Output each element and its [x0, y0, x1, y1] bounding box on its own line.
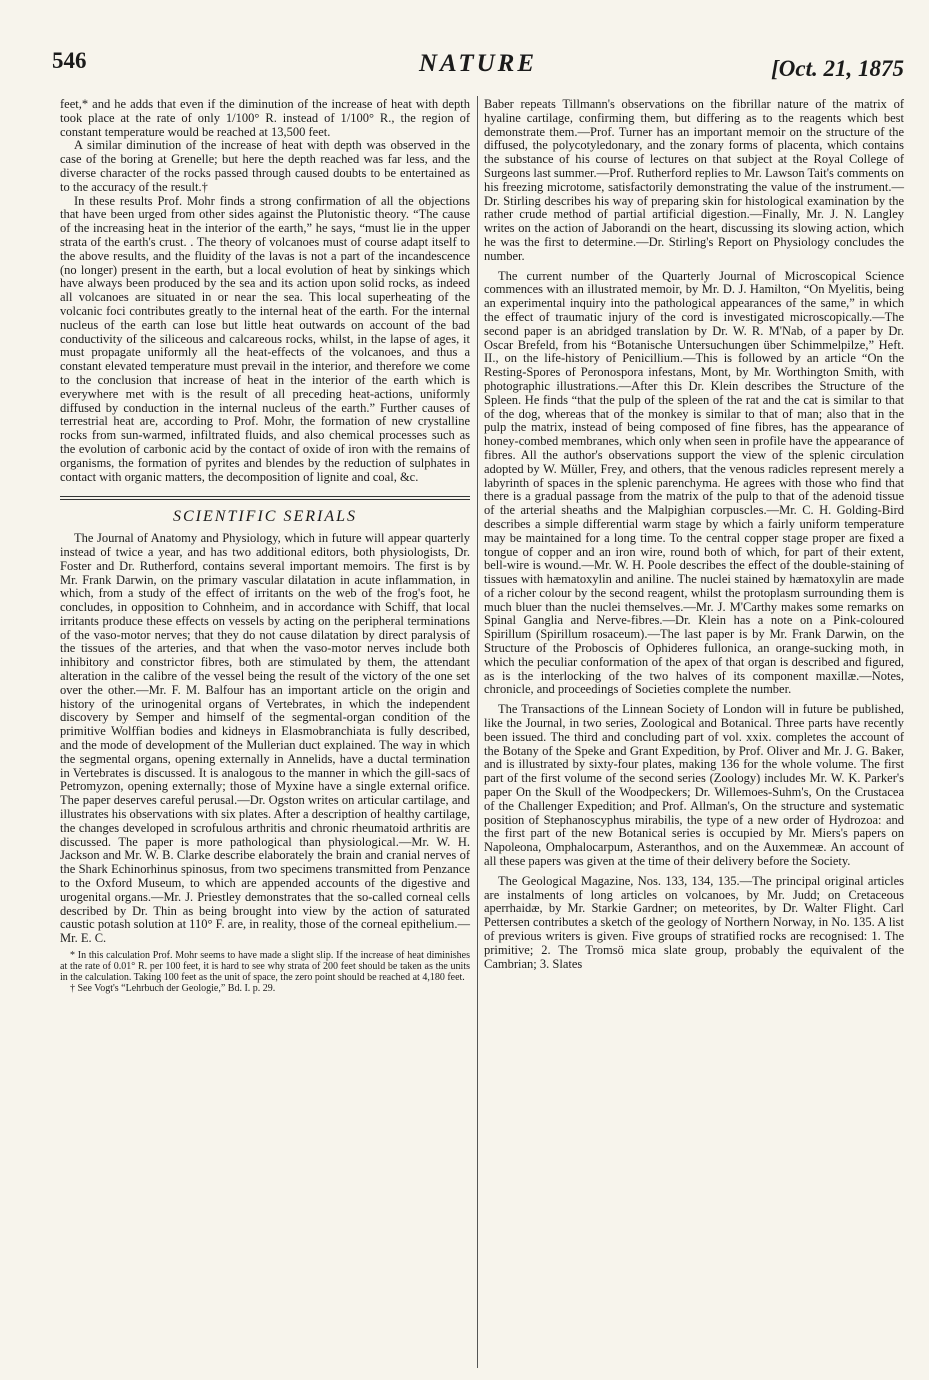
left-column	[60, 98, 470, 994]
paragraph: feet,* and he adds that even if the diminution of the increase of heat with depth took place at the rate of only 1/100° R. instead of 1/100° R., the region of constant temperature would be reached at 13,500 feet.	[60, 97, 470, 139]
paragraph: The current number of the Quarterly Journal of Microscopical Science commences with an illustrated memoir, by Mr. D. J. Hamilton, “On Myelitis, being an experimental inquiry into the pathological appearances of the same,” in which the effect of traumatic injury of the cord is investigated microscopically.—The second paper is an abridged translation by Dr. W. R. M'Nab, of a paper by Dr. Oscar Brefeld, from his “Botanische Untersuchungen über Schimmelpilze,” Heft. II., on the life-history of Penicillium.—This is followed by an article “On the Resting-Spores of Peronospora infestans, Mont, by Mr. Worthington Smith, with photographic illustrations.—After this Dr. Klein describes the Structure of the Spleen. He finds “that the pulp of the spleen of the rat and the cat is similar to that of the dog, whereas that of the monkey is similar to that of man; also that in the pulp the matrix, instead of being composed of fine fibres, has the appearance of honey-combed membranes, which only when seen in profile have the appearance of fibres. All the author's observations support the view of the splenic circulation adopted by W. Müller, Frey, and others, that the venous radicles represent merely a labyrinth of spaces in the splenic parenchyma. He agrees with those who find that there is a gradual passage from the matrix of the pulp to that of the adenoid tissue of the arterial sheaths and the Malpighian corpuscles.—Mr. C. H. Golding-Bird describes a simple differential warm stage by which a fairly uniform temperature may be maintained for a long time. To the central copper stage proper are fixed a tongue of copper and an iron wire, round both of which, for part of their extent, bell-wire is wound.—Mr. W. H. Poole describes the effect of the double-staining of tissues with hæmatoxylin and aniline. The nuclei stained by hæmatoxylin are made of a richer colour by the second reagent, whilst the protoplasm surrounding them is much bluer than the nuclei themselves.—Mr. J. M'Carthy makes some remarks on Spinal Ganglia and Nerve-fibres.—Dr. Klein has a note on a Pink-coloured Spirillum (Spirillum rosaceum).—The last paper is by Mr. Frank Darwin, on the Structure of the Proboscis of Ophideres fullonica, an orange-sucking moth, in which the peculiar conformation of the apex of that organ is described and figured, as is the interlocking of the two halves of its component maxillæ.—Notes, chronicle, and proceedings of Societies complete the number.	[484, 268, 904, 697]
footnote: * In this calculation Prof. Mohr seems to have made a slight slip. If the increase of heat diminishes at the rate of 0.01° R. per 100 feet, it is hard to see why strata of 200 feet should be taken as the units in the calculation. Taking 100 feet as the unit of space, the zero point should be reached at 4,180 feet.	[60, 950, 470, 984]
footnote: † See Vogt's “Lehrbuch der Geologie,” Bd. I. p. 29.	[70, 983, 276, 995]
footnotes	[60, 950, 470, 994]
paragraph: The Transactions of the Linnean Society of London will in future be published, like the Journal, in two series, Zoological and Botanical. Three parts have recently been issued. The third and concluding part of vol. xxix. completes the account of the Botany of the Speke and Grant Expedition, by Prof. Oliver and Mr. J. G. Baker, and is illustrated by sixty-four plates, making 136 for the whole volume. The first part of the first volume of the second series (Zoology) includes Mr. W. K. Parker's paper On the Skull of the Woodpeckers; Dr. Willemoes-Suhm's, On the Crustacea of the Challenger Expedition; and Prof. Allman's, On the structure and systematic position of Stephanoscyphus mirabilis, the type of a new order of Hydrozoa: and the first part of the new Botanical series is occupied by Mr. Miers's papers on Napoleona, Omphalocarpum, Asteranthos, and on the Auxemmeæ. An account of all these papers was given at the time of their delivery before the Society.	[484, 702, 904, 869]
paragraph: The Geological Magazine, Nos. 133, 134, 135.—The principal original articles are instalments of long articles on volcanoes, by Mr. Judd; on Cretaceous aperrhaidæ, by Mr. Starkie Gardner; on meteorites, by Dr. Walter Flight. Carl Pettersen contributes a sketch of the geology of Northern Norway, in No. 135. A list of previous writers is given. Five groups of stratified rocks are recognised: 1. The primitive; 2. The Tromsö mica slate group, probably the equivalent of the Cambrian; 3. Slates	[484, 873, 904, 971]
journal-title: NATURE	[418, 50, 538, 77]
page-number: 546	[52, 48, 87, 73]
issue-date: [Oct. 21, 1875	[771, 56, 904, 81]
right-column	[484, 98, 904, 971]
section-title: SCIENTIFIC SERIALS	[173, 508, 357, 526]
paragraph: The Journal of Anatomy and Physiology, which in future will appear quarterly instead of twice a year, and has two additional editors, both physiologists, Dr. Foster and Dr. Rutherford, contains several important memoirs. The first is by Mr. Frank Darwin, on the primary vascular dilatation in acute inflammation, in which, from a study of the effect of irritants on the web of the frog's foot, he concludes, in opposition to Cohnheim, and in accordance with Schiff, that local irritants produce these effects on vessels by acting on the peripheral terminations of the vaso-motor nerves; that they do not cause dilatation by direct paralysis of the tissues of the arteries, and that when the vaso-motor nerves include both inhibitory and constrictor fibres, both are stimulated by them, the attendant alteration in the calibre of the vessel being the result of the victory of the one set over the other.—Mr. F. M. Balfour has an important article on the origin and history of the urinogenital organs of Vertebrates, in which the independent discovery by Semper and himself of the segmental-organ condition of the primitive Wolffian bodies and kidneys in Elasmobranchiata is fully described, and the mode of development of the Mullerian duct explained. The way in which the segmental organs, opening externally in Annelids, have a ductal termination in Vertebrates is discussed. It is analogous to the manner in which the gill-sacs of Petromyzon, opening externally; those of Myxine have a single external orifice. The paper deserves careful perusal.—Dr. Ogston writes on articular cartilage, and illustrates his observations with six plates. After a description of healthy cartilage, the changes developed in scrofulous arthritis and chronic rheumatoid arthritis are discussed. The paper is more pathological than physiological.—Mr. W. H. Jackson and Mr. W. B. Clarke describe elaborately the brain and cranial nerves of the Shark Echinorhinus spinosus, from two specimens transmitted from Penzance to the Oxford Museum, to which are appended accounts of the digestive and urogenital organs.—Mr. J. Priestley demonstrates that the so-called corneal cells described by Dr. Thin as being brought into view by the action of saturated caustic potash solution at 110° F. are, in reality, those of the corneal epithelium.—Mr. E. C.	[60, 531, 470, 946]
column-divider	[477, 96, 478, 1368]
paragraph: In these results Prof. Mohr finds a strong confirmation of all the objections that have been urged from other sides against the Plutonistic theory. “The cause of the increasing heat in the interior of the earth,” he says, “must lie in the upper strata of the earth's crust. . The theory of volcanoes must of course adapt itself to the above results, and the fluidity of the lavas is not a part of the incandescence (no longer) present in the earth, but a local evolution of heat by sinkings which have always been produced by the sea and its action upon solid rocks, as indeed all volcanoes are situated in or near the sea. This local superheating of the volcanic foci contributes greatly to the internal heat of the earth. For the internal nucleus of the earth can lose but little heat outwards on account of the bad conductivity of the siliceous and calcareous rocks, whilst, in the lapse of ages, it must propagate uniformly all the heat-effects of the volcanoes, and thus a constant elevated temperature must prevail in the interior, and therefore we come to the conclusion that increase of heat in the interior of the earth which is everywhere met with is the result of all preceding heat-actions, uniformly diffused by conduction in the internal nucleus of the earth.” Further causes of terrestrial heat are, according to Prof. Mohr, the formation of new crystalline rocks from sun-warmed, infiltrated fluids, and also chemical processes such as the evolution of carbonic acid by the contact of oxide of iron with the remains of organisms, the formation of pyrites and blendes by the reduction of sulphates in contact with organic matters, the decomposition of lignite and coal, &c.	[60, 193, 470, 484]
page-header	[52, 48, 904, 92]
paragraph: Baber repeats Tillmann's observations on the fibrillar nature of the matrix of hyaline cartilage, confirming them, but differing as to the reagents which best demonstrate them.—Prof. Turner has an important memoir on the structure of the diffused, the polycotyledonary, and the zonary forms of placenta, which contains the substance of his course of lectures on that subject at the Royal College of Surgeons last summer.—Prof. Rutherford replies to Mr. Lawson Tait's comments on his freezing microtome, satisfactorily demonstrating the value of the instrument.—Dr. Stirling describes his way of preparing skin for histological examination by the rather crude method of partial artificial digestion.—Finally, Mr. J. N. Langley writes on the action of Jaborandi on the heart, discussing its slowing action, which he was the first to determine.—Dr. Stirling's Report on Physiology concludes the number.	[484, 97, 904, 263]
section-rule	[60, 496, 470, 500]
paragraph: A similar diminution of the increase of heat with depth was observed in the case of the boring at Grenelle; but here the depth reached was far less, and the diverse character of the rocks passed through caused doubts to be entertained as to the accuracy of the result.†	[60, 138, 470, 194]
